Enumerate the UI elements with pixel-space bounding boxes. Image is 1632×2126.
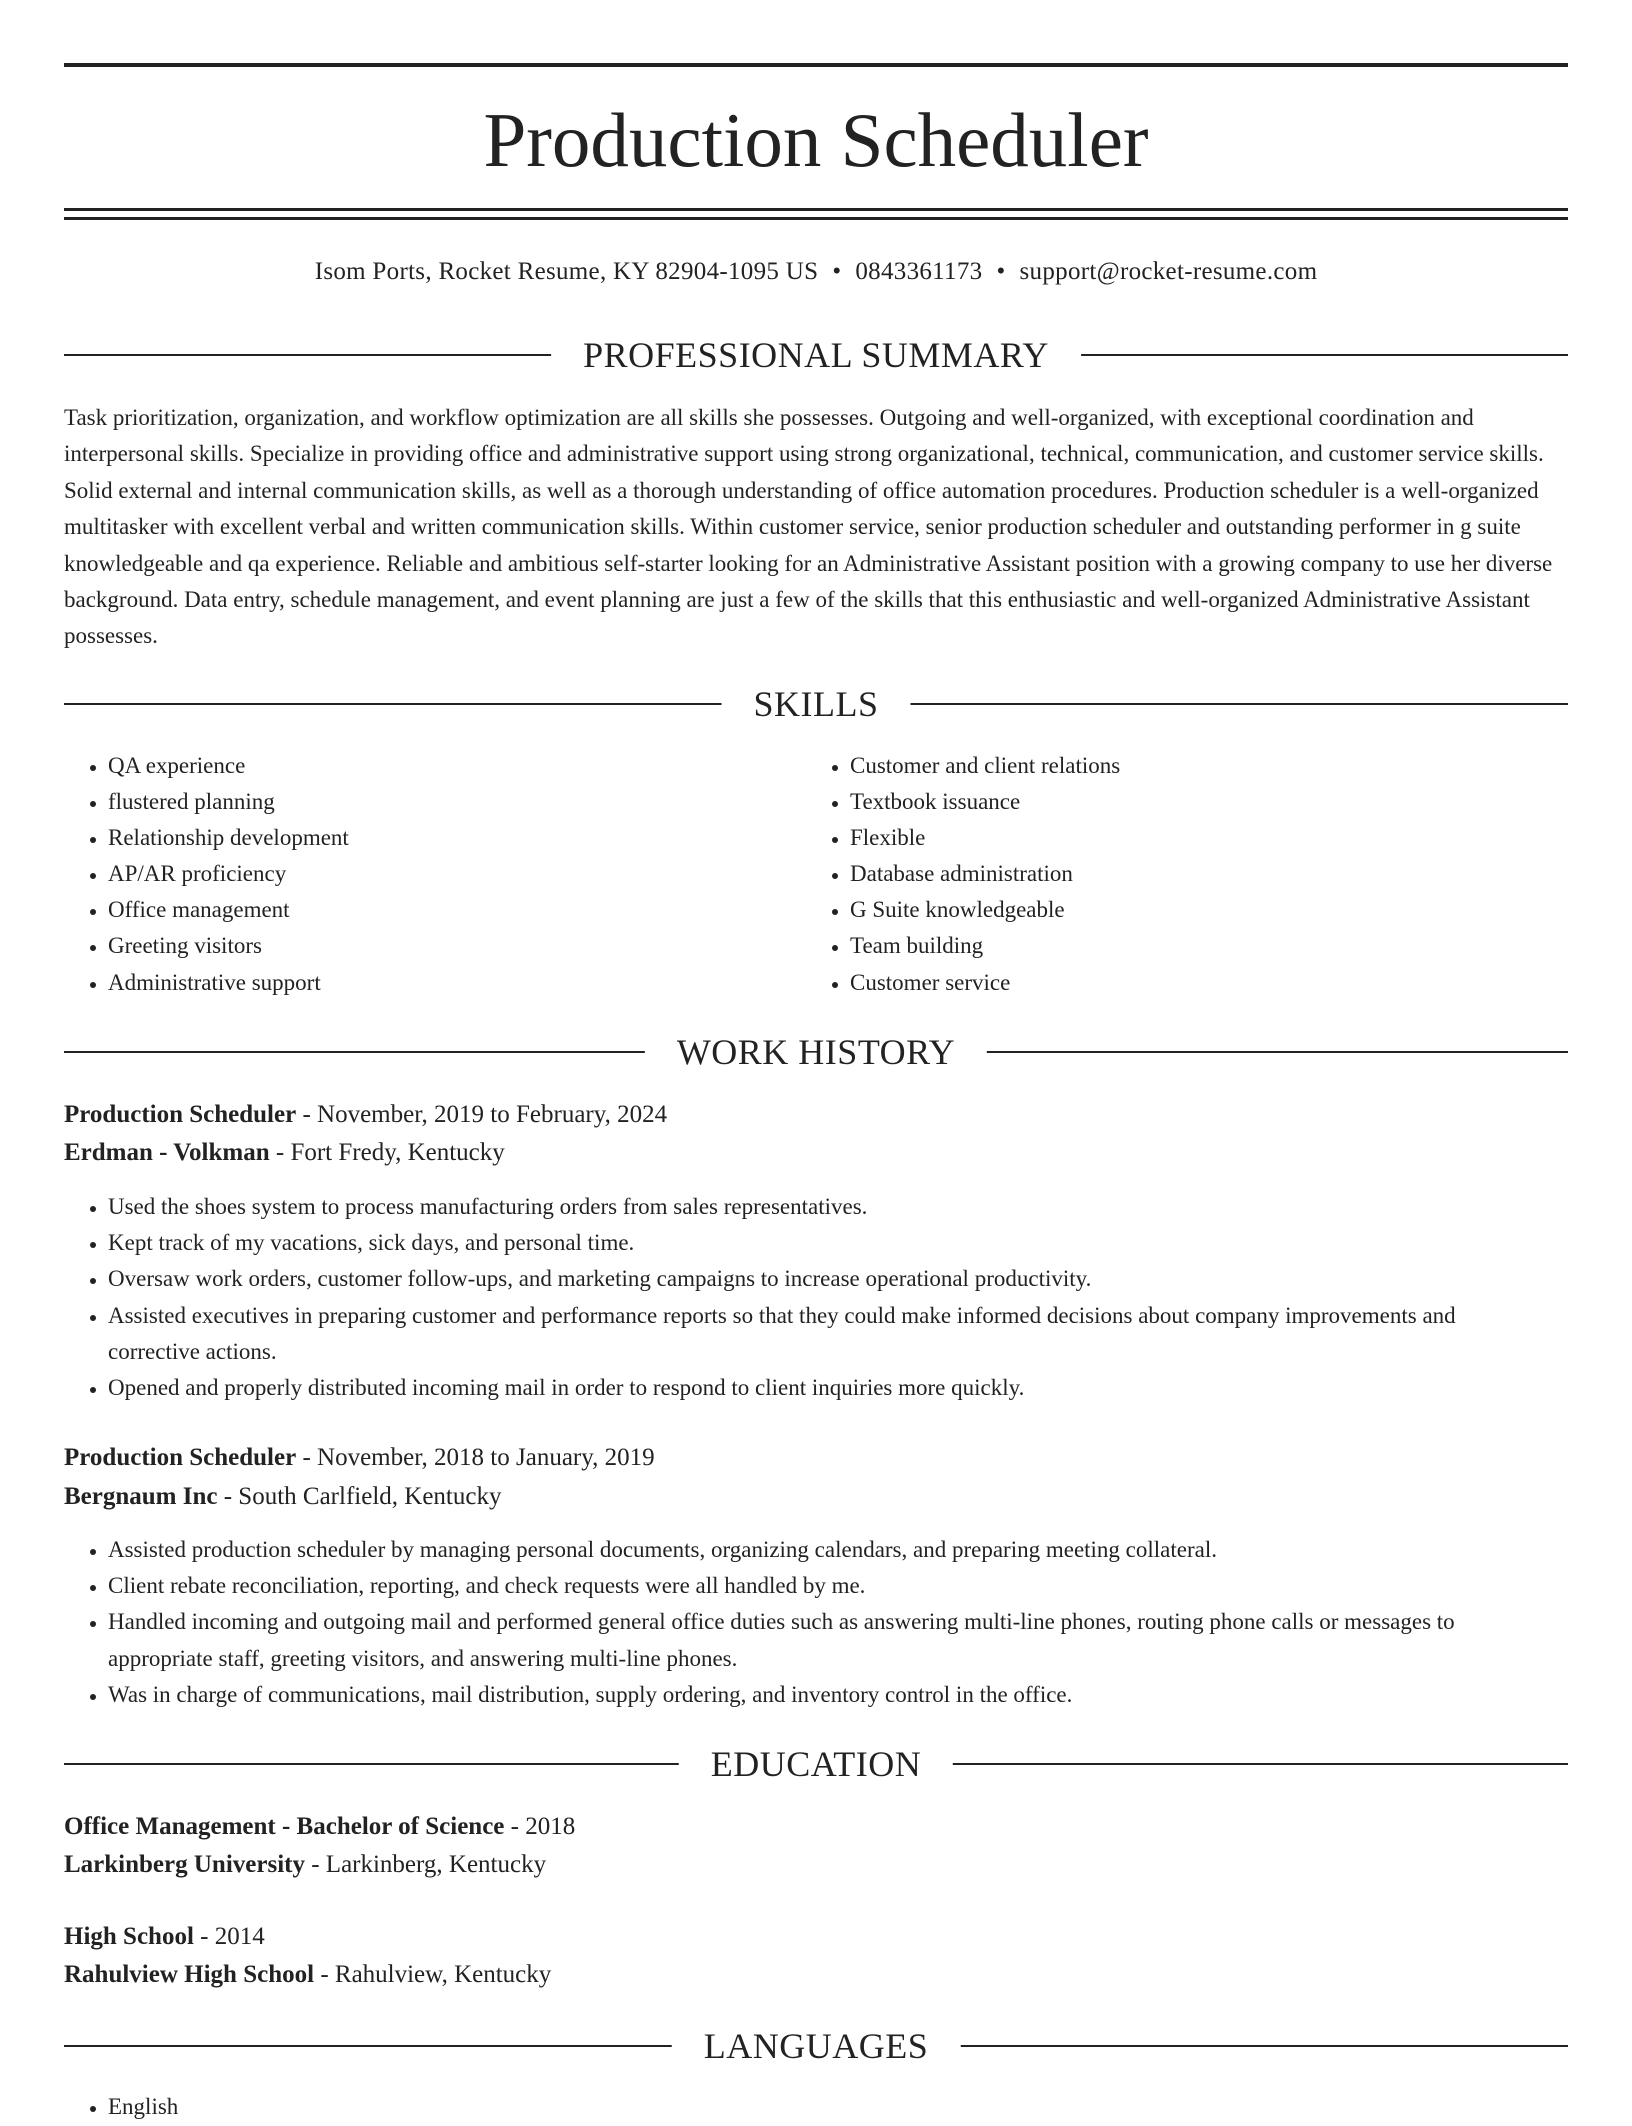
job-bullet: • Kept track of my vacations, sick days, and personal time. (108, 1225, 1544, 1261)
skill-item: • Flexible (850, 820, 1548, 856)
education-degree-line (64, 1918, 1568, 1956)
heading-text: PROFESSIONAL SUMMARY (551, 330, 1081, 380)
education-degree: High School (64, 1923, 194, 1950)
job-dates: - November, 2019 to February, 2024 (296, 1101, 668, 1128)
skill-item: • Customer and client relations (850, 748, 1548, 784)
skills-list (64, 748, 1568, 1001)
job-title: Production Scheduler (64, 1444, 297, 1471)
heading-text: SKILLS (721, 679, 910, 729)
job-employer: Erdman - Volkman (64, 1139, 270, 1166)
name-rule-lower (64, 217, 1568, 220)
top-rule (64, 63, 1568, 67)
skill-item: • Administrative support (108, 965, 806, 1001)
section-heading-summary (64, 330, 1568, 380)
job-dates: - November, 2018 to January, 2019 (296, 1444, 655, 1471)
job-location: - South Carlfield, Kentucky (217, 1483, 502, 1510)
contact-separator: • (832, 258, 842, 285)
languages-list (64, 2089, 1544, 2125)
contact-separator: • (996, 258, 1006, 285)
job-bullets (64, 1189, 1544, 1406)
skill-item: • Customer service (850, 965, 1548, 1001)
skill-item: • Textbook issuance (850, 784, 1548, 820)
job-bullet: • Was in charge of communications, mail distribution, supply ordering, and inventory control in the office. (108, 1677, 1544, 1713)
education-degree-line (64, 1808, 1568, 1846)
education-location: - Larkinberg, Kentucky (304, 1851, 547, 1878)
job-title: Production Scheduler (64, 1101, 297, 1128)
resume-name: Production Scheduler (483, 97, 1149, 183)
skill-item: • Greeting visitors (108, 928, 806, 964)
job-bullet: • Client rebate reconciliation, reporting, and check requests were all handled by me. (108, 1568, 1544, 1604)
contact-phone: 0843361173 (855, 258, 983, 285)
job-location: - Fort Fredy, Kentucky (269, 1139, 505, 1166)
job-bullet: • Opened and properly distributed incoming mail in order to respond to client inquiries more quickly. (108, 1370, 1544, 1406)
summary-text: Task prioritization, organization, and workflow optimization are all skills she possesses. Outgoing and well-organized, with exceptional coordination and interpersonal skills. Specialize in providing office and administrative support using strong organizational, technical, communication, and customer service skills. Solid external and internal communication skills, as well as a thorough understanding of office automation procedures. Production scheduler is a well-organized multitasker with excellent verbal and written communication skills. Within customer service, senior production scheduler and outstanding performer in g suite knowledgeable and qa experience. Reliable and ambitious self-starter looking for an Administrative Assistant position with a growing company to use her diverse background. Data entry, schedule management, and event planning are just a few of the skills that this enthusiastic and well-organized Administrative Assistant possesses. (64, 405, 1553, 649)
skill-item: • Office management (108, 892, 806, 928)
skill-item: • Team building (850, 928, 1548, 964)
skill-item: • Relationship development (108, 820, 806, 856)
contact-address: Isom Ports, Rocket Resume, KY 82904-1095 US (314, 258, 819, 285)
job-bullet: • Assisted production scheduler by managing personal documents, organizing calendars, and preparing meeting collateral. (108, 1532, 1544, 1568)
language-item: • English (108, 2089, 1544, 2125)
skills-column-left (64, 748, 806, 1001)
education-school: Rahulview High School (64, 1961, 315, 1988)
education-school: Larkinberg University (64, 1851, 305, 1878)
job-bullets (64, 1532, 1544, 1713)
name-rule-upper (64, 208, 1568, 211)
skill-item: • Database administration (850, 856, 1548, 892)
job-bullet: • Assisted executives in preparing customer and performance reports so that they could make informed decisions about company improvements and corrective actions. (108, 1298, 1544, 1370)
section-heading-skills (64, 679, 1568, 729)
contact-line (0, 252, 1632, 292)
skills-column-right (806, 748, 1548, 1001)
heading-text: WORK HISTORY (645, 1027, 987, 1077)
job-bullet: • Oversaw work orders, customer follow-ups, and marketing campaigns to increase operational productivity. (108, 1261, 1544, 1297)
heading-text: EDUCATION (679, 1739, 953, 1789)
job-employer-line (64, 1478, 1568, 1516)
heading-text: LANGUAGES (672, 2021, 961, 2071)
section-heading-languages (64, 2021, 1568, 2071)
skill-item: • AP/AR proficiency (108, 856, 806, 892)
job-employer: Bergnaum Inc (64, 1483, 218, 1510)
section-heading-work (64, 1027, 1568, 1077)
skill-item: • flustered planning (108, 784, 806, 820)
education-location: - Rahulview, Kentucky (314, 1961, 552, 1988)
job-title-line (64, 1439, 1568, 1477)
education-school-line (64, 1956, 1568, 1994)
job-bullet: • Handled incoming and outgoing mail and performed general office duties such as answering multi-line phones, routing phone calls or messages to appropriate staff, greeting visitors, and answering multi-line phones. (108, 1604, 1544, 1676)
job-employer-line (64, 1134, 1568, 1172)
skill-item: • QA experience (108, 748, 806, 784)
job-title-line (64, 1096, 1568, 1134)
contact-email: support@rocket-resume.com (1019, 258, 1318, 285)
education-year: - 2014 (193, 1923, 265, 1950)
education-year: - 2018 (504, 1813, 576, 1840)
education-school-line (64, 1846, 1568, 1884)
education-degree: Office Management - Bachelor of Science (64, 1813, 505, 1840)
skill-item: • G Suite knowledgeable (850, 892, 1548, 928)
job-bullet: • Used the shoes system to process manufacturing orders from sales representatives. (108, 1189, 1544, 1225)
section-heading-education (64, 1739, 1568, 1789)
